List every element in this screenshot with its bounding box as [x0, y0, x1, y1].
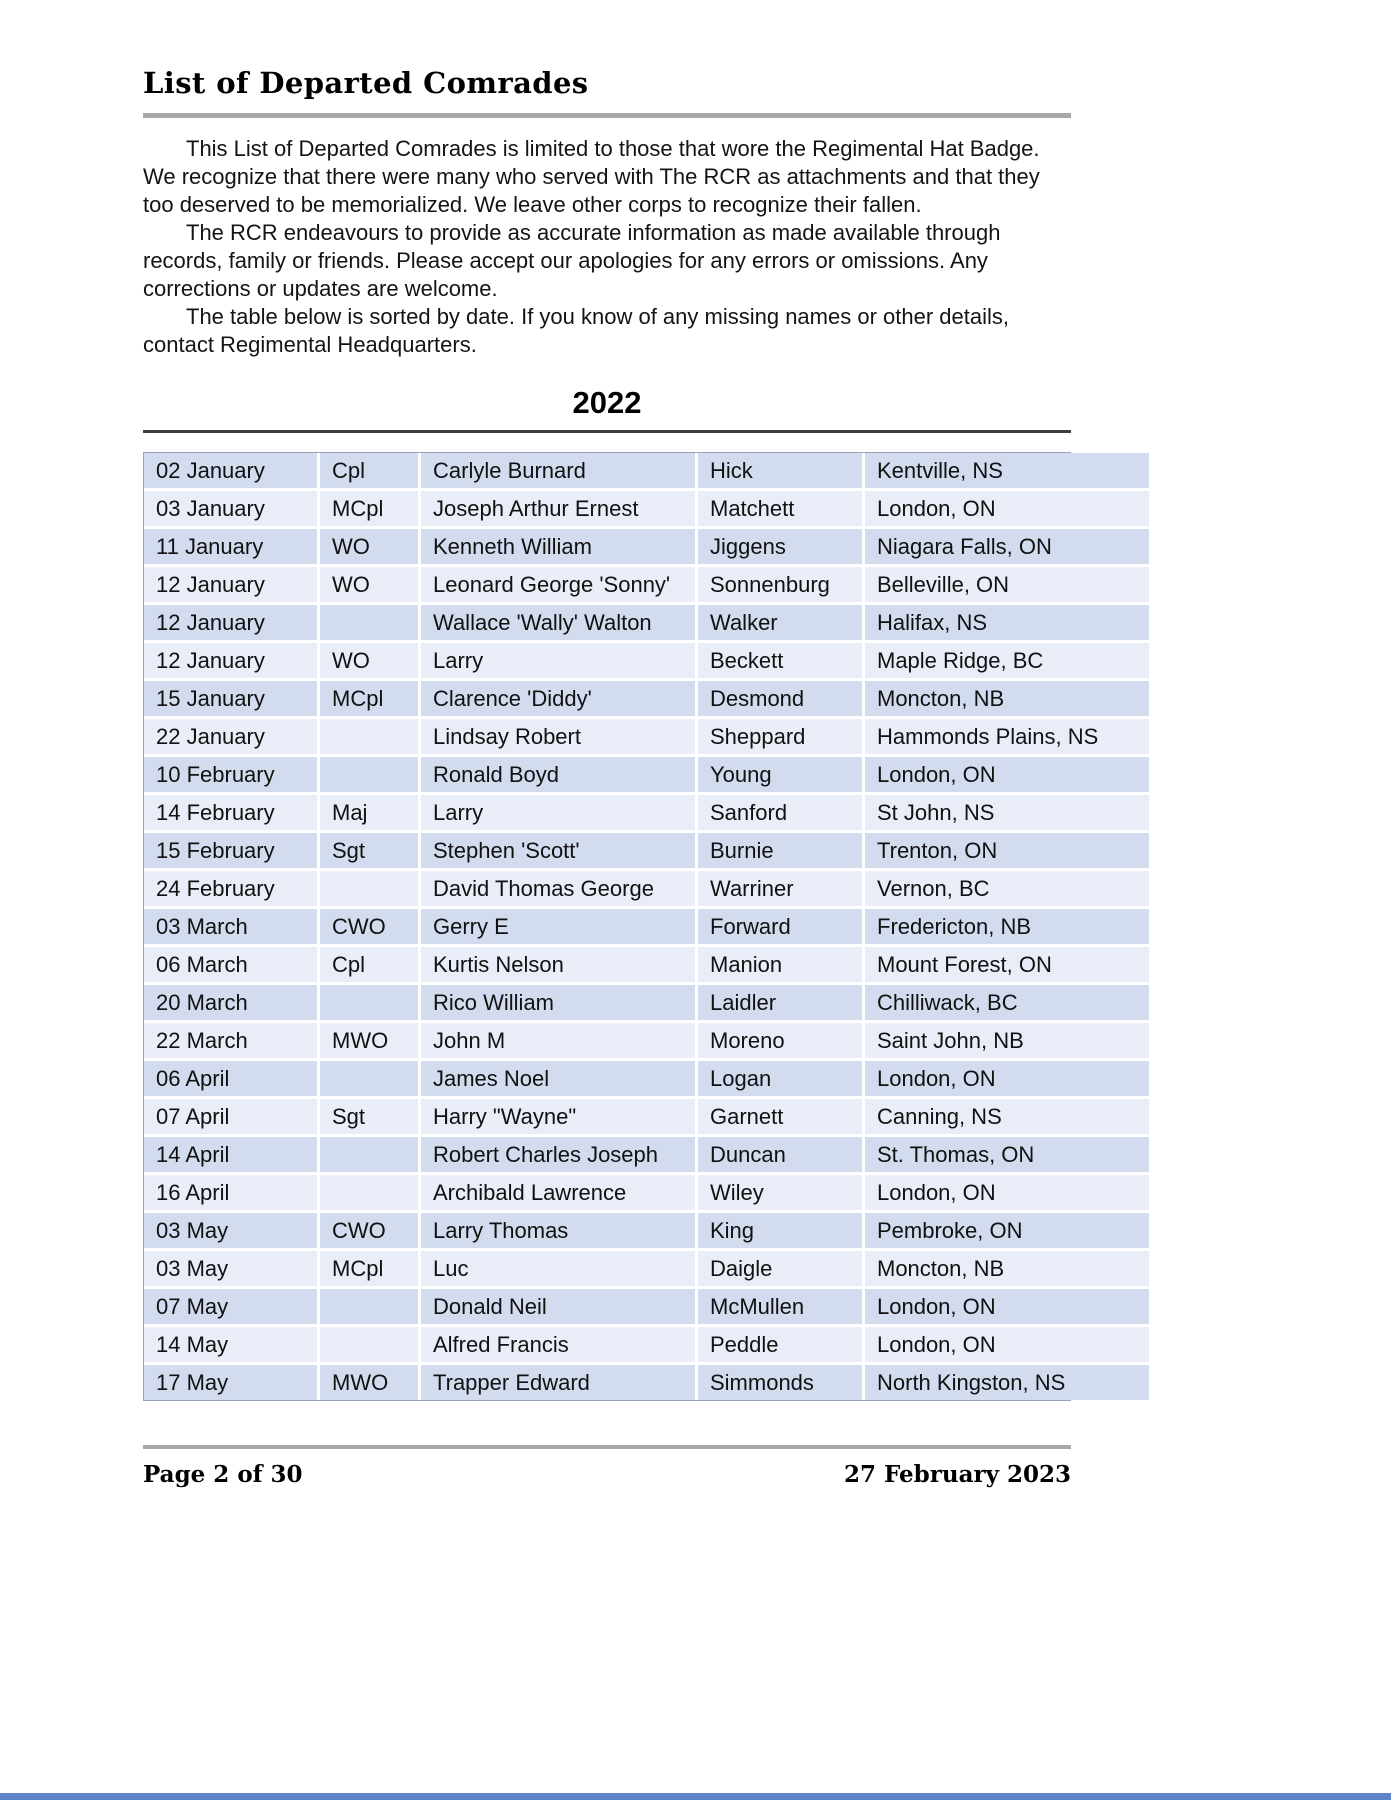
- table-cell-given-names: Archibald Lawrence: [421, 1175, 698, 1213]
- table-cell-date: 11 January: [144, 529, 320, 567]
- table-cell-location: Chilliwack, BC: [865, 985, 1149, 1023]
- table-cell-given-names: James Noel: [421, 1061, 698, 1099]
- table-cell-location: St John, NS: [865, 795, 1149, 833]
- table-row: [144, 529, 1149, 567]
- table-cell-location: Fredericton, NB: [865, 909, 1149, 947]
- table-cell-surname: Simmonds: [698, 1365, 865, 1400]
- table-cell-given-names: Rico William: [421, 985, 698, 1023]
- table-cell-given-names: Lindsay Robert: [421, 719, 698, 757]
- content-area: [143, 0, 1099, 1488]
- table-cell-surname: Burnie: [698, 833, 865, 871]
- table-cell-date: 07 April: [144, 1099, 320, 1137]
- table-cell-given-names: Larry: [421, 795, 698, 833]
- table-cell-given-names: Gerry E: [421, 909, 698, 947]
- table-cell-surname: Warriner: [698, 871, 865, 909]
- table-cell-given-names: Kurtis Nelson: [421, 947, 698, 985]
- table-cell-rank: [320, 985, 421, 1023]
- page-title: List of Departed Comrades: [143, 66, 589, 100]
- table-cell-rank: [320, 1175, 421, 1213]
- table-row: [144, 1137, 1149, 1175]
- table-cell-date: 06 March: [144, 947, 320, 985]
- table-cell-surname: Daigle: [698, 1251, 865, 1289]
- year-rule: [143, 430, 1071, 433]
- table-cell-date: 12 January: [144, 605, 320, 643]
- table-row: [144, 795, 1149, 833]
- table-cell-rank: MWO: [320, 1023, 421, 1061]
- table-cell-surname: Laidler: [698, 985, 865, 1023]
- table-cell-given-names: Clarence 'Diddy': [421, 681, 698, 719]
- table-cell-location: Maple Ridge, BC: [865, 643, 1149, 681]
- table-cell-date: 15 January: [144, 681, 320, 719]
- table-cell-surname: Young: [698, 757, 865, 795]
- table-cell-surname: Sonnenburg: [698, 567, 865, 605]
- next-page-band: [0, 1793, 1391, 1800]
- table-row: [144, 833, 1149, 871]
- year-heading: 2022: [572, 385, 642, 420]
- table-cell-surname: Forward: [698, 909, 865, 947]
- table-cell-location: London, ON: [865, 1289, 1149, 1327]
- table-cell-rank: [320, 871, 421, 909]
- table-cell-surname: Wiley: [698, 1175, 865, 1213]
- table-cell-rank: [320, 1289, 421, 1327]
- footer-date: 27 February 2023: [843, 1461, 1071, 1488]
- table-cell-given-names: Donald Neil: [421, 1289, 698, 1327]
- table-cell-given-names: Carlyle Burnard: [421, 453, 698, 491]
- table-cell-given-names: Ronald Boyd: [421, 757, 698, 795]
- table-cell-location: Moncton, NB: [865, 681, 1149, 719]
- table-cell-date: 03 January: [144, 491, 320, 529]
- table-cell-location: London, ON: [865, 1327, 1149, 1365]
- table-row: [144, 1365, 1149, 1400]
- table-row: [144, 1175, 1149, 1213]
- page-footer: [143, 1461, 1071, 1488]
- table-cell-rank: CWO: [320, 1213, 421, 1251]
- table-cell-surname: Garnett: [698, 1099, 865, 1137]
- table-cell-given-names: Leonard George 'Sonny': [421, 567, 698, 605]
- table-cell-date: 12 January: [144, 567, 320, 605]
- table-cell-location: Niagara Falls, ON: [865, 529, 1149, 567]
- table-cell-surname: McMullen: [698, 1289, 865, 1327]
- table-cell-location: Kentville, NS: [865, 453, 1149, 491]
- intro-paragraph-3: The table below is sorted by date. If you know of any missing names or other details, contact Regimental Headquarters.: [143, 304, 1009, 357]
- table-cell-date: 22 March: [144, 1023, 320, 1061]
- table-cell-location: St. Thomas, ON: [865, 1137, 1149, 1175]
- table-row: [144, 1289, 1149, 1327]
- table-cell-given-names: Trapper Edward: [421, 1365, 698, 1400]
- table-cell-rank: Sgt: [320, 1099, 421, 1137]
- table-cell-rank: Cpl: [320, 453, 421, 491]
- table-cell-given-names: Wallace 'Wally' Walton: [421, 605, 698, 643]
- table-cell-rank: WO: [320, 567, 421, 605]
- table-cell-surname: Peddle: [698, 1327, 865, 1365]
- table-cell-date: 02 January: [144, 453, 320, 491]
- table-cell-rank: CWO: [320, 909, 421, 947]
- departed-table-container: [143, 452, 1099, 1401]
- intro-paragraph-2: The RCR endeavours to provide as accurate information as made available through records, family or friends. Please accept our apologies for any errors or omissions. Any corrections or updates are welcome.: [143, 220, 1001, 301]
- table-cell-given-names: Kenneth William: [421, 529, 698, 567]
- table-cell-date: 20 March: [144, 985, 320, 1023]
- table-cell-date: 10 February: [144, 757, 320, 795]
- table-cell-surname: Desmond: [698, 681, 865, 719]
- table-cell-date: 14 May: [144, 1327, 320, 1365]
- table-cell-location: Belleville, ON: [865, 567, 1149, 605]
- table-cell-surname: Duncan: [698, 1137, 865, 1175]
- table-cell-location: London, ON: [865, 1061, 1149, 1099]
- table-row: [144, 1061, 1149, 1099]
- table-cell-date: 06 April: [144, 1061, 320, 1099]
- table-row: [144, 1251, 1149, 1289]
- table-cell-rank: MCpl: [320, 491, 421, 529]
- table-cell-given-names: David Thomas George: [421, 871, 698, 909]
- table-cell-given-names: Harry "Wayne": [421, 1099, 698, 1137]
- table-cell-location: London, ON: [865, 491, 1149, 529]
- table-cell-surname: Beckett: [698, 643, 865, 681]
- table-row: [144, 605, 1149, 643]
- table-cell-given-names: Robert Charles Joseph: [421, 1137, 698, 1175]
- table-row: [144, 1213, 1149, 1251]
- table-cell-date: 16 April: [144, 1175, 320, 1213]
- table-cell-date: 03 March: [144, 909, 320, 947]
- table-cell-rank: WO: [320, 643, 421, 681]
- table-row: [144, 681, 1149, 719]
- table-cell-surname: Jiggens: [698, 529, 865, 567]
- table-cell-location: London, ON: [865, 757, 1149, 795]
- table-cell-given-names: Luc: [421, 1251, 698, 1289]
- table-cell-date: 03 May: [144, 1213, 320, 1251]
- table-cell-location: Canning, NS: [865, 1099, 1149, 1137]
- table-cell-date: 14 April: [144, 1137, 320, 1175]
- table-cell-location: Saint John, NB: [865, 1023, 1149, 1061]
- table-cell-rank: Cpl: [320, 947, 421, 985]
- table-cell-location: London, ON: [865, 1175, 1149, 1213]
- table-cell-date: 07 May: [144, 1289, 320, 1327]
- table-row: [144, 643, 1149, 681]
- table-cell-date: 15 February: [144, 833, 320, 871]
- table-cell-surname: Hick: [698, 453, 865, 491]
- footer-rule: [143, 1445, 1071, 1449]
- table-row: [144, 1327, 1149, 1365]
- table-cell-rank: MWO: [320, 1365, 421, 1400]
- table-cell-date: 24 February: [144, 871, 320, 909]
- table-cell-surname: Moreno: [698, 1023, 865, 1061]
- table-cell-rank: [320, 757, 421, 795]
- table-row: [144, 757, 1149, 795]
- table-cell-location: Hammonds Plains, NS: [865, 719, 1149, 757]
- table-row: [144, 871, 1149, 909]
- table-cell-rank: [320, 1137, 421, 1175]
- table-row: [144, 491, 1149, 529]
- table-cell-given-names: Larry: [421, 643, 698, 681]
- table-cell-rank: WO: [320, 529, 421, 567]
- table-cell-rank: Sgt: [320, 833, 421, 871]
- table-cell-location: Pembroke, ON: [865, 1213, 1149, 1251]
- table-cell-location: Halifax, NS: [865, 605, 1149, 643]
- table-cell-given-names: Alfred Francis: [421, 1327, 698, 1365]
- table-cell-surname: Logan: [698, 1061, 865, 1099]
- table-row: [144, 719, 1149, 757]
- table-cell-surname: Matchett: [698, 491, 865, 529]
- table-row: [144, 567, 1149, 605]
- table-cell-rank: [320, 719, 421, 757]
- table-cell-location: Mount Forest, ON: [865, 947, 1149, 985]
- table-row: [144, 1099, 1149, 1137]
- table-cell-rank: MCpl: [320, 1251, 421, 1289]
- page-number: Page 2 of 30: [143, 1461, 303, 1488]
- table-row: [144, 947, 1149, 985]
- departed-table-body: [144, 453, 1149, 1400]
- table-cell-surname: King: [698, 1213, 865, 1251]
- table-cell-date: 03 May: [144, 1251, 320, 1289]
- table-cell-date: 12 January: [144, 643, 320, 681]
- table-cell-date: 14 February: [144, 795, 320, 833]
- table-cell-location: Moncton, NB: [865, 1251, 1149, 1289]
- intro-paragraph-1: This List of Departed Comrades is limited to those that wore the Regimental Hat Badge. We recognize that there were many who served with The RCR as attachments and that they too deserved to be memorialized. We leave other corps to recognize their fallen.: [143, 136, 1040, 217]
- table-cell-surname: Sanford: [698, 795, 865, 833]
- table-cell-given-names: Stephen 'Scott': [421, 833, 698, 871]
- title-rule: [143, 113, 1071, 118]
- table-cell-surname: Walker: [698, 605, 865, 643]
- table-cell-rank: MCpl: [320, 681, 421, 719]
- table-cell-given-names: John M: [421, 1023, 698, 1061]
- table-cell-rank: [320, 1061, 421, 1099]
- table-cell-date: 17 May: [144, 1365, 320, 1400]
- table-cell-location: Trenton, ON: [865, 833, 1149, 871]
- table-cell-date: 22 January: [144, 719, 320, 757]
- table-cell-location: North Kingston, NS: [865, 1365, 1149, 1400]
- table-cell-surname: Sheppard: [698, 719, 865, 757]
- table-row: [144, 985, 1149, 1023]
- table-cell-rank: [320, 1327, 421, 1365]
- table-row: [144, 453, 1149, 491]
- table-cell-location: Vernon, BC: [865, 871, 1149, 909]
- departed-table: [144, 453, 1149, 1400]
- table-row: [144, 1023, 1149, 1061]
- table-row: [144, 909, 1149, 947]
- table-cell-rank: [320, 605, 421, 643]
- table-cell-given-names: Joseph Arthur Ernest: [421, 491, 698, 529]
- table-cell-given-names: Larry Thomas: [421, 1213, 698, 1251]
- table-cell-surname: Manion: [698, 947, 865, 985]
- table-cell-rank: Maj: [320, 795, 421, 833]
- intro-text: [143, 135, 1071, 359]
